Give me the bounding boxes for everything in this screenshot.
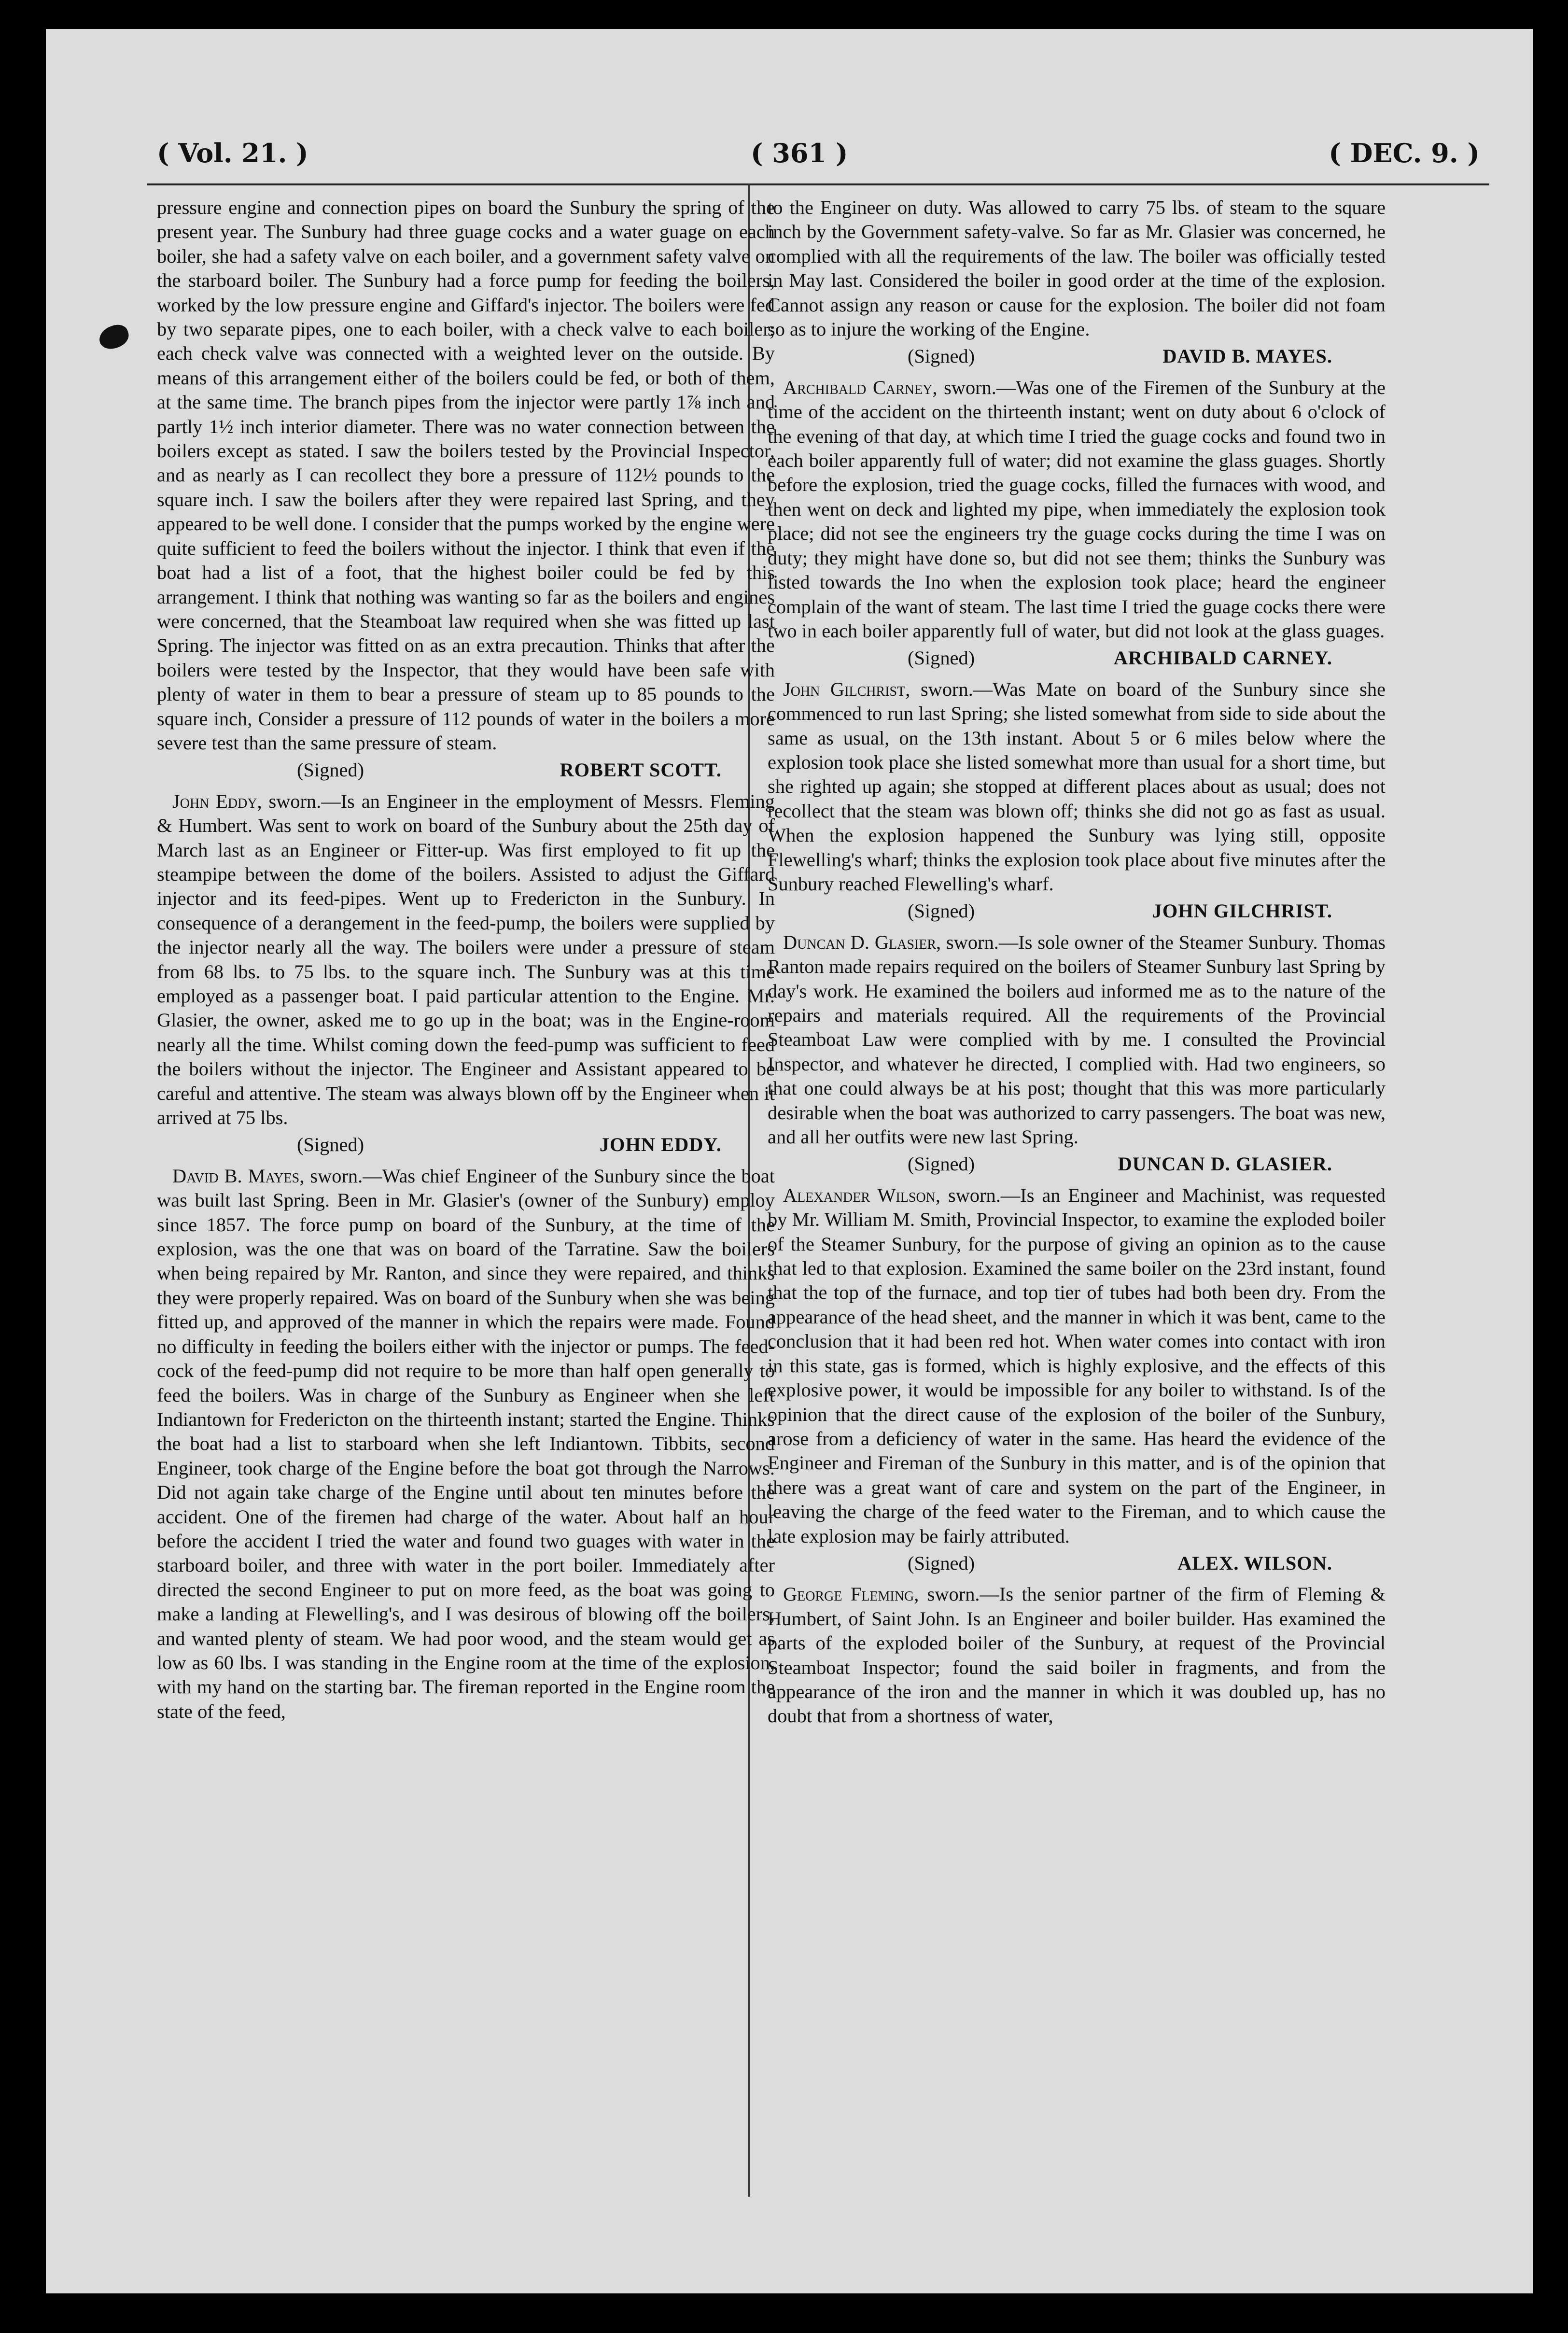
signature-name: JOHN GILCHRIST.	[1152, 900, 1332, 922]
testimony-text: pressure engine and connection pipes on board the Sunbury the spring of the present year. The Sunbury had three guage cocks and a water guage on each boiler, she had a safety valve on each boiler, and a government safety valve on the starboard boiler. The Sunbury had a force pump for feeding the boilers, worked by the low pressure engine and Giffard's injector. The boilers were fed by two separate pipes, one to each boiler, with a check valve to each boiler; each check valve was connected with a weighted lever on the outside. By means of this arrangement either of the boilers could be fed, or both of them, at the same time. The branch pipes from the injector were partly 1⅞ inch and partly 1½ inch interior diameter. There was no water connection between the boilers except as stated. I saw the boilers tested by the Provincial Inspector, and as nearly as I can recollect they bore a pressure of 112½ pounds to the square inch. I saw the boilers after they were repaired last Spring, and they appeared to be well done. I consider that the pumps worked by the engine were quite sufficient to feed the boilers without the injector. I think that even if the boat had a list of a foot, that the highest boiler could be fed by this arrangement. I think that nothing was wanting so far as the boilers and engines were concerned, that the Steamboat law required when she was fitted up last Spring. The injector was fitted on as an extra precaution. Thinks that after the boilers were tested by the Inspector, that they would have been safe with plenty of water in them to bear a pressure of steam up to 85 pounds to the square inch, Consider a pressure of 112 pounds of water in the boilers a more severe test than the same pressure of steam.	[157, 197, 775, 754]
page-header	[157, 138, 1480, 181]
witness-name: Duncan D. Glasier,	[783, 931, 941, 953]
volume-label: ( Vol. 21. )	[157, 138, 308, 169]
testimony-text: sworn.—Was chief Engineer of the Sunbury since the boat was built last Spring. Been in Mr. Glasier's (owner of the Sunbury) employ since 1857. The force pump on board of the Sunbury, at the time of the explosion, was the one that was on board of the Tarratine. Saw the boilers when being repaired by Mr. Ranton, and since they were repaired, and thinks they were properly repaired. Was on board of the Sunbury when she was being fitted up, and approved of the manner in which the repairs were made. Found no difficulty in feeding the boilers either with the injector or pumps. The feed-cock of the feed-pump did not require to be more than half open generally to feed the boilers. Was in charge of the Sunbury as Engineer when she left Indiantown for Fredericton on the thirteenth instant; started the Engine. Thinks the boat had a list to starboard when she left Indiantown. Tibbits, second Engineer, took charge of the Engine before the boat got through the Narrows. Did not again take charge of the Engine until about ten minutes before the accident. One of the firemen had charge of the water. About half an hour before the accident I tried the water and found two guages with water in the starboard boiler, and three with water in the port boiler. Immediately after directed the second Engineer to put on more feed, as the boat was going to make a landing at Flewelling's, and I was desirous of blowing off the boilers, and wanted plenty of steam. We had poor wood, and the steam would get as low as 60 lbs. I was standing in the Engine room at the time of the explosion, with my hand on the starting bar. The fireman reported in the Engine room the state of the feed,	[157, 1165, 775, 1722]
signature-name: DAVID B. MAYES.	[1162, 345, 1332, 367]
signature-line	[768, 1152, 1386, 1176]
signature-line	[768, 899, 1386, 923]
signed-label: (Signed)	[908, 647, 975, 669]
testimony-text: sworn.—Was one of the Firemen of the Sunbury at the time of the accident on the thirteenth instant; went on duty about 6 o'clock of the evening of that day, at which time I tried the guage cocks and found two in each boiler apparently full of water; did not examine the glass guages. Shortly before the explosion, tried the guage cocks, filled the furnaces with wood, and then went on deck and lighted my pipe, when immediately the explosion took place; did not see the engineers try the guage cocks during the time I was on duty; they might have done so, but did not see them; thinks the Sunbury was listed towards the Ino when the explosion took place; heard the engineer complain of the want of steam. The last time I tried the guage cocks there were two in each boiler apparently full of water, but did not look at the glass guages.	[768, 376, 1386, 642]
witness-name: Alexander Wilson,	[783, 1184, 940, 1206]
signature-name: ARCHIBALD CARNEY.	[1113, 647, 1332, 669]
testimony-paragraph	[768, 677, 1386, 897]
signed-label: (Signed)	[908, 1153, 975, 1175]
signature-name: ROBERT SCOTT.	[560, 759, 722, 781]
signature-line	[157, 1133, 775, 1157]
signature-line	[768, 646, 1386, 670]
testimony-text: sworn.—Is an Engineer in the employment of Messrs. Fleming & Humbert. Was sent to work on board of the Sunbury about the 25th day of March last as an Engineer or Fitter-up. Was first employed to fit up the steampipe between the dome of the boilers. Assisted to adjust the Giffard injector and its feed-pipes. Went up to Fredericton in the Sunbury. In consequence of a derangement in the feed-pump, the boilers were supplied by the injector nearly all the way. The boilers were under a pressure of steam from 68 lbs. to 75 lbs. to the square inch. The Sunbury was at this time employed as a passenger boat. I paid particular attention to the Engine. Mr. Glasier, the owner, asked me to go up in the boat; was in the Engine-room nearly all the time. Whilst coming down the feed-pump was sufficient to feed the boilers without the injector. The Engineer and Assistant appeared to be careful and attentive. The steam was always blown off by the Engineer when it arrived at 75 lbs.	[157, 790, 775, 1129]
testimony-text: sworn.—Was Mate on board of the Sunbury since she commenced to run last Spring; she listed somewhat from side to side about the same as usual, on the 13th instant. About 5 or 6 miles below where the explosion took place she listed somewhat more than usual for a short time, but she righted up again; she stopped at different places about as usual; does not recollect that the steam was blown off; thinks she did not go as fast as usual. When the explosion happened the Sunbury was lying still, opposite Flewelling's wharf; thinks the explosion took place about five minutes after the Sunbury reached Flewelling's wharf.	[768, 678, 1386, 895]
signature-line	[768, 344, 1386, 368]
signature-line	[768, 1551, 1386, 1575]
witness-name: Archibald Carney,	[783, 376, 938, 398]
signature-name: ALEX. WILSON.	[1177, 1552, 1332, 1574]
testimony-paragraph	[768, 376, 1386, 643]
signed-label: (Signed)	[908, 345, 975, 367]
ink-blot	[96, 322, 132, 352]
testimony-paragraph	[768, 1183, 1386, 1548]
testimony-paragraph	[768, 1582, 1386, 1728]
signature-name: DUNCAN D. GLASIER.	[1118, 1153, 1332, 1175]
signature-line	[157, 758, 775, 782]
witness-name: John Eddy,	[172, 790, 262, 812]
witness-name: George Fleming,	[783, 1583, 919, 1605]
testimony-paragraph	[157, 1164, 775, 1724]
right-column	[768, 196, 1386, 1729]
testimony-text: sworn.—Is sole owner of the Steamer Sunbury. Thomas Ranton made repairs required on the boilers of Steamer Sunbury last Spring by day's work. He examined the boilers aud informed me as to the nature of the repairs and materials required. All the requirements of the Provincial Steamboat Law were complied with by me. I consulted the Provincial Inspector, and whatever he directed, I complied with. Had two engineers, so that one could always be at his post; thought that this was more particularly desirable when the boat was authorized to carry passengers. The boat was new, and all her outfits were new last Spring.	[768, 931, 1386, 1148]
testimony-paragraph	[157, 789, 775, 1130]
testimony-text: sworn.—Is an Engineer and Machinist, was requested by Mr. William M. Smith, Provincial Inspector, to examine the exploded boiler of the Steamer Sunbury, for the purpose of giving an opinion as to the cause that led to that explosion. Examined the same boiler on the 23rd instant, found that the top of the furnace, and top tier of tubes had both been dry. From the appearance of the head sheet, and the manner in which it was bent, came to the conclusion that it had been red hot. When water comes into contact with iron in this state, gas is formed, which is highly explosive, and the effects of this explosive power, it would be impossible for any boiler to withstand. Is of the opinion that the direct cause of the explosion of the boiler of the Sunbury, arose from a deficiency of water in the same. Has heard the evidence of the Engineer and Fireman of the Sunbury in this matter, and is of the opinion that there was a great want of care and system on the part of the Engineer, in leaving the charge of the feed water to the Fireman, and to which cause the late explosion may be fairly attributed.	[768, 1184, 1386, 1547]
page-number: ( 361 )	[751, 138, 848, 169]
signature-name: JOHN EDDY.	[599, 1134, 722, 1156]
signed-label: (Signed)	[908, 900, 975, 922]
testimony-paragraph	[768, 930, 1386, 1150]
left-column	[157, 196, 775, 1724]
witness-name: David B. Mayes,	[172, 1165, 305, 1187]
date-label: ( DEC. 9. )	[1329, 138, 1480, 169]
signed-label: (Signed)	[908, 1552, 975, 1574]
signed-label: (Signed)	[297, 1134, 364, 1156]
testimony-text: sworn.—Is the senior partner of the firm of Fleming & Humbert, of Saint John. Is an Engineer and boiler builder. Has examined the parts of the exploded boiler of the Sunbury, at request of the Provincial Steamboat Inspector; found the said boiler in fragments, and from the appearance of the iron and the manner in which it was doubled up, has no doubt that from a shortness of water,	[768, 1583, 1386, 1727]
testimony-text: to the Engineer on duty. Was allowed to carry 75 lbs. of steam to the square inch by the Government safety-valve. So far as Mr. Glasier was concerned, he complied with all the requirements of the law. The boiler was officially tested in May last. Considered the boiler in good order at the time of the explosion. Cannot assign any reason or cause for the explosion. The boiler did not foam so as to injure the working of the Engine.	[768, 197, 1386, 340]
newspaper-page	[46, 29, 1533, 2293]
witness-name: John Gilchrist,	[783, 678, 910, 700]
signed-label: (Signed)	[297, 759, 364, 781]
header-rule	[147, 183, 1489, 185]
